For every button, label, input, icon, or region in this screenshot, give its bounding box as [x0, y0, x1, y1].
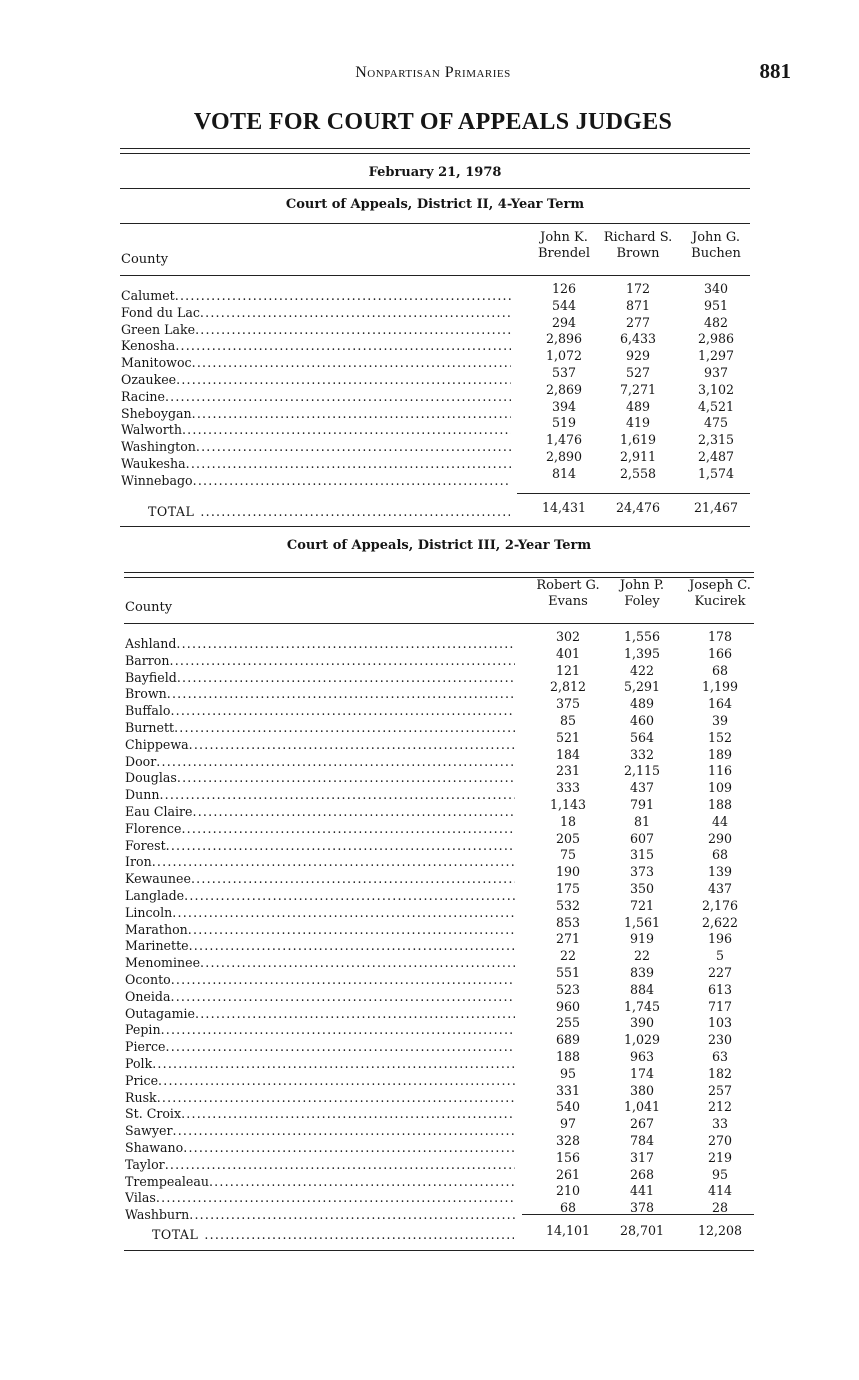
county-name: Taylor .....: [125, 1157, 515, 1172]
vote-cell: 689: [555, 1032, 581, 1048]
vote-cell: 109: [707, 780, 733, 796]
county-name: Kenosha .....: [121, 338, 511, 353]
vote-cell: 166: [707, 645, 733, 661]
county-name: Calumet .....: [121, 288, 511, 303]
county-name: Pierce .....: [125, 1039, 515, 1054]
candidate-last-name: Foley: [624, 594, 660, 609]
vote-cell: 188: [555, 1048, 581, 1064]
total-label: TOTAL .....: [148, 504, 510, 519]
vote-cell: 884: [629, 981, 655, 997]
rule: [124, 1250, 754, 1251]
vote-cell: 257: [707, 1082, 733, 1098]
vote-cell: 103: [707, 1015, 733, 1031]
candidate-first-name: Richard S.: [603, 230, 673, 245]
county-name: Ashland .....: [125, 636, 515, 651]
vote-cell: 2,986: [697, 331, 735, 347]
vote-cell: 44: [711, 813, 729, 829]
vote-cell: 116: [707, 763, 733, 779]
vote-cell: 63: [711, 1048, 729, 1064]
county-name: Kewaunee .....: [125, 871, 515, 886]
county-name: Price .....: [125, 1073, 515, 1088]
district-title: Court of Appeals, District III, 2-Year Term: [286, 538, 592, 553]
county-name: Oconto .....: [125, 972, 515, 987]
vote-cell: 390: [629, 1015, 655, 1031]
vote-cell: 332: [629, 746, 655, 762]
total-cell: 28,701: [619, 1223, 665, 1238]
county-rows: [120, 281, 750, 488]
vote-cell: 22: [633, 948, 651, 964]
double-rule-top: [120, 153, 750, 154]
vote-cell: 422: [629, 662, 655, 678]
candidate-header: [598, 230, 678, 262]
vote-cell: 519: [551, 415, 577, 431]
vote-cell: 75: [559, 847, 577, 863]
vote-cell: 564: [629, 729, 655, 745]
total-rule: [517, 493, 750, 494]
county-name: Menominee .....: [125, 955, 515, 970]
vote-cell: 164: [707, 696, 733, 712]
vote-cell: 460: [629, 712, 655, 728]
vote-cell: 95: [559, 1065, 577, 1081]
district-ii-table: [120, 148, 750, 533]
vote-cell: 839: [629, 964, 655, 980]
vote-cell: 270: [707, 1132, 733, 1148]
total-label: TOTAL .....: [152, 1227, 514, 1242]
county-name: Winnebago .....: [121, 473, 511, 488]
vote-cell: 328: [555, 1132, 581, 1148]
total-cell: 24,476: [615, 500, 661, 515]
vote-cell: 951: [703, 297, 729, 313]
vote-cell: 2,558: [619, 465, 657, 481]
vote-cell: 39: [711, 712, 729, 728]
county-column-header: County: [125, 600, 173, 615]
vote-cell: 315: [629, 847, 655, 863]
vote-cell: 717: [707, 998, 733, 1014]
vote-cell: 482: [703, 314, 729, 330]
vote-cell: 437: [629, 780, 655, 796]
vote-cell: 6,433: [619, 331, 657, 347]
vote-cell: 22: [559, 948, 577, 964]
district-iii-table: [124, 535, 754, 1260]
vote-cell: 156: [555, 1149, 581, 1165]
table-row: [124, 1200, 754, 1223]
vote-cell: 302: [555, 629, 581, 644]
candidate-header: [676, 230, 756, 262]
rule: [120, 275, 750, 276]
candidate-last-name: Buchen: [691, 246, 741, 261]
vote-cell: 2,896: [545, 331, 583, 347]
county-name: Dunn .....: [125, 787, 515, 802]
total-cell: 14,431: [541, 500, 587, 515]
vote-cell: 441: [629, 1183, 655, 1199]
vote-cell: 33: [711, 1116, 729, 1132]
county-name: Washburn .....: [125, 1207, 515, 1222]
vote-cell: 1,574: [697, 465, 735, 481]
vote-cell: 210: [555, 1183, 581, 1199]
vote-cell: 340: [703, 281, 729, 296]
vote-cell: 121: [555, 662, 581, 678]
county-rows: [124, 629, 754, 1223]
total-cell: 12,208: [697, 1223, 743, 1238]
vote-cell: 2,176: [701, 897, 739, 913]
vote-cell: 126: [551, 281, 577, 296]
vote-cell: 551: [555, 964, 581, 980]
candidate-first-name: Joseph C.: [689, 578, 751, 593]
vote-cell: 139: [707, 864, 733, 880]
county-name: Burnett .....: [125, 720, 515, 735]
vote-cell: 4,521: [697, 398, 735, 414]
vote-cell: 294: [551, 314, 577, 330]
vote-cell: 277: [625, 314, 651, 330]
candidate-first-name: John P.: [619, 578, 665, 593]
vote-cell: 267: [629, 1116, 655, 1132]
double-rule-top: [120, 148, 750, 149]
county-name: Ozaukee .....: [121, 372, 511, 387]
vote-cell: 178: [707, 629, 733, 644]
vote-cell: 937: [703, 364, 729, 380]
vote-cell: 521: [555, 729, 581, 745]
candidate-header: [680, 578, 760, 610]
vote-cell: 2,622: [701, 914, 739, 930]
vote-cell: 784: [629, 1132, 655, 1148]
county-name: Manitowoc .....: [121, 355, 511, 370]
vote-cell: 317: [629, 1149, 655, 1165]
vote-cell: 227: [707, 964, 733, 980]
county-name: Rusk .....: [125, 1090, 515, 1105]
vote-cell: 95: [711, 1166, 729, 1182]
county-name: Walworth .....: [121, 422, 511, 437]
vote-cell: 960: [555, 998, 581, 1014]
vote-cell: 205: [555, 830, 581, 846]
county-name: Florence .....: [125, 821, 515, 836]
total-cell: 21,467: [693, 500, 739, 515]
county-name: Iron .....: [125, 854, 515, 869]
county-name: Vilas .....: [125, 1190, 515, 1205]
vote-cell: 1,619: [619, 432, 657, 448]
county-name: Pepin .....: [125, 1022, 515, 1037]
vote-cell: 419: [625, 415, 651, 431]
vote-cell: 1,041: [623, 1099, 661, 1115]
vote-cell: 1,561: [623, 914, 661, 930]
county-name: Brown .....: [125, 686, 515, 701]
vote-cell: 437: [707, 880, 733, 896]
county-name: Eau Claire .....: [125, 804, 515, 819]
vote-cell: 261: [555, 1166, 581, 1182]
vote-cell: 1,072: [545, 348, 583, 364]
vote-cell: 230: [707, 1032, 733, 1048]
vote-cell: 182: [707, 1065, 733, 1081]
candidate-last-name: Evans: [548, 594, 588, 609]
vote-cell: 2,812: [549, 679, 587, 695]
vote-cell: 489: [629, 696, 655, 712]
county-name: Racine .....: [121, 389, 511, 404]
county-name: Green Lake .....: [121, 322, 511, 337]
candidate-last-name: Brown: [616, 246, 660, 261]
vote-cell: 172: [625, 281, 651, 296]
vote-cell: 814: [551, 465, 577, 481]
candidate-header: [602, 578, 682, 610]
vote-cell: 373: [629, 864, 655, 880]
vote-cell: 607: [629, 830, 655, 846]
table-row: [120, 465, 750, 488]
double-rule-top: [124, 572, 754, 573]
county-name: Washington .....: [121, 439, 511, 454]
county-name: Outagamie .....: [125, 1006, 515, 1021]
vote-cell: 2,315: [697, 432, 735, 448]
vote-cell: 1,297: [697, 348, 735, 364]
candidate-header: [524, 230, 604, 262]
vote-cell: 1,745: [623, 998, 661, 1014]
vote-cell: 414: [707, 1183, 733, 1199]
rule: [120, 223, 750, 224]
vote-cell: 196: [707, 931, 733, 947]
county-name: Door .....: [125, 754, 515, 769]
vote-cell: 1,395: [623, 645, 661, 661]
vote-cell: 1,029: [623, 1032, 661, 1048]
vote-cell: 188: [707, 796, 733, 812]
election-date: February 21, 1978: [368, 165, 502, 180]
vote-cell: 350: [629, 880, 655, 896]
county-name: St. Croix .....: [125, 1106, 515, 1121]
vote-cell: 184: [555, 746, 581, 762]
vote-cell: 2,890: [545, 448, 583, 464]
county-name: Buffalo .....: [125, 703, 515, 718]
vote-cell: 375: [555, 696, 581, 712]
vote-cell: 3,102: [697, 381, 735, 397]
county-name: Polk .....: [125, 1056, 515, 1071]
vote-cell: 791: [629, 796, 655, 812]
vote-cell: 853: [555, 914, 581, 930]
vote-cell: 613: [707, 981, 733, 997]
vote-cell: 97: [559, 1116, 577, 1132]
candidate-last-name: Brendel: [537, 246, 590, 261]
vote-cell: 68: [559, 1200, 577, 1216]
county-name: Forest .....: [125, 838, 515, 853]
vote-cell: 68: [711, 847, 729, 863]
page-number: 881: [759, 59, 791, 83]
vote-cell: 401: [555, 645, 581, 661]
county-name: Sheboygan .....: [121, 406, 511, 421]
county-column-header: County: [121, 252, 169, 267]
running-head: Nonpartisan Primaries: [355, 64, 511, 81]
vote-cell: 175: [555, 880, 581, 896]
candidate-last-name: Kucirek: [694, 594, 746, 609]
vote-cell: 489: [625, 398, 651, 414]
vote-cell: 1,199: [701, 679, 739, 695]
vote-cell: 152: [707, 729, 733, 745]
candidate-first-name: John K.: [540, 230, 588, 245]
vote-cell: 378: [629, 1200, 655, 1216]
vote-cell: 721: [629, 897, 655, 913]
vote-cell: 544: [551, 297, 577, 313]
vote-cell: 331: [555, 1082, 581, 1098]
candidate-first-name: Robert G.: [536, 578, 600, 593]
vote-cell: 5,291: [623, 679, 661, 695]
vote-cell: 394: [551, 398, 577, 414]
vote-cell: 540: [555, 1099, 581, 1115]
vote-cell: 255: [555, 1015, 581, 1031]
page-title: VOTE FOR COURT OF APPEALS JUDGES: [193, 109, 673, 135]
vote-cell: 2,911: [619, 448, 657, 464]
county-name: Lincoln .....: [125, 905, 515, 920]
county-name: Oneida .....: [125, 989, 515, 1004]
candidate-first-name: John G.: [692, 230, 740, 245]
vote-cell: 919: [629, 931, 655, 947]
county-name: Barron .....: [125, 653, 515, 668]
county-name: Bayfield .....: [125, 670, 515, 685]
vote-cell: 189: [707, 746, 733, 762]
vote-cell: 2,869: [545, 381, 583, 397]
vote-cell: 1,143: [549, 796, 587, 812]
county-name: Waukesha .....: [121, 456, 511, 471]
vote-cell: 1,476: [545, 432, 583, 448]
vote-cell: 963: [629, 1048, 655, 1064]
district-title: Court of Appeals, District II, 4-Year Term: [285, 197, 585, 212]
vote-cell: 268: [629, 1166, 655, 1182]
vote-cell: 271: [555, 931, 581, 947]
total-rule: [522, 1214, 754, 1215]
county-name: Chippewa .....: [125, 737, 515, 752]
vote-cell: 231: [555, 763, 581, 779]
vote-cell: 380: [629, 1082, 655, 1098]
vote-cell: 871: [625, 297, 651, 313]
vote-cell: 532: [555, 897, 581, 913]
vote-cell: 290: [707, 830, 733, 846]
vote-cell: 28: [711, 1200, 729, 1216]
county-name: Shawano .....: [125, 1140, 515, 1155]
county-name: Trempealeau .....: [125, 1174, 515, 1189]
vote-cell: 7,271: [619, 381, 657, 397]
vote-cell: 537: [551, 364, 577, 380]
vote-cell: 5: [715, 948, 724, 964]
total-cell: 14,101: [545, 1223, 591, 1238]
total-row: [124, 1225, 754, 1243]
county-name: Langlade .....: [125, 888, 515, 903]
vote-cell: 2,487: [697, 448, 735, 464]
vote-cell: 1,556: [623, 629, 661, 644]
vote-cell: 190: [555, 864, 581, 880]
total-row: [120, 502, 750, 520]
vote-cell: 212: [707, 1099, 733, 1115]
county-name: Douglas .....: [125, 770, 515, 785]
vote-cell: 85: [559, 712, 577, 728]
county-name: Fond du Lac .....: [121, 305, 511, 320]
vote-cell: 333: [555, 780, 581, 796]
candidate-header: [528, 578, 608, 610]
vote-cell: 2,115: [623, 763, 661, 779]
vote-cell: 174: [629, 1065, 655, 1081]
vote-cell: 475: [703, 415, 729, 431]
county-name: Marinette .....: [125, 938, 515, 953]
vote-cell: 81: [633, 813, 651, 829]
rule: [120, 188, 750, 189]
county-name: Sawyer .....: [125, 1123, 515, 1138]
vote-cell: 527: [625, 364, 651, 380]
county-name: Marathon .....: [125, 922, 515, 937]
vote-cell: 68: [711, 662, 729, 678]
vote-cell: 929: [625, 348, 651, 364]
vote-cell: 523: [555, 981, 581, 997]
rule: [120, 526, 750, 527]
vote-cell: 219: [707, 1149, 733, 1165]
rule: [124, 623, 754, 624]
vote-cell: 18: [559, 813, 577, 829]
